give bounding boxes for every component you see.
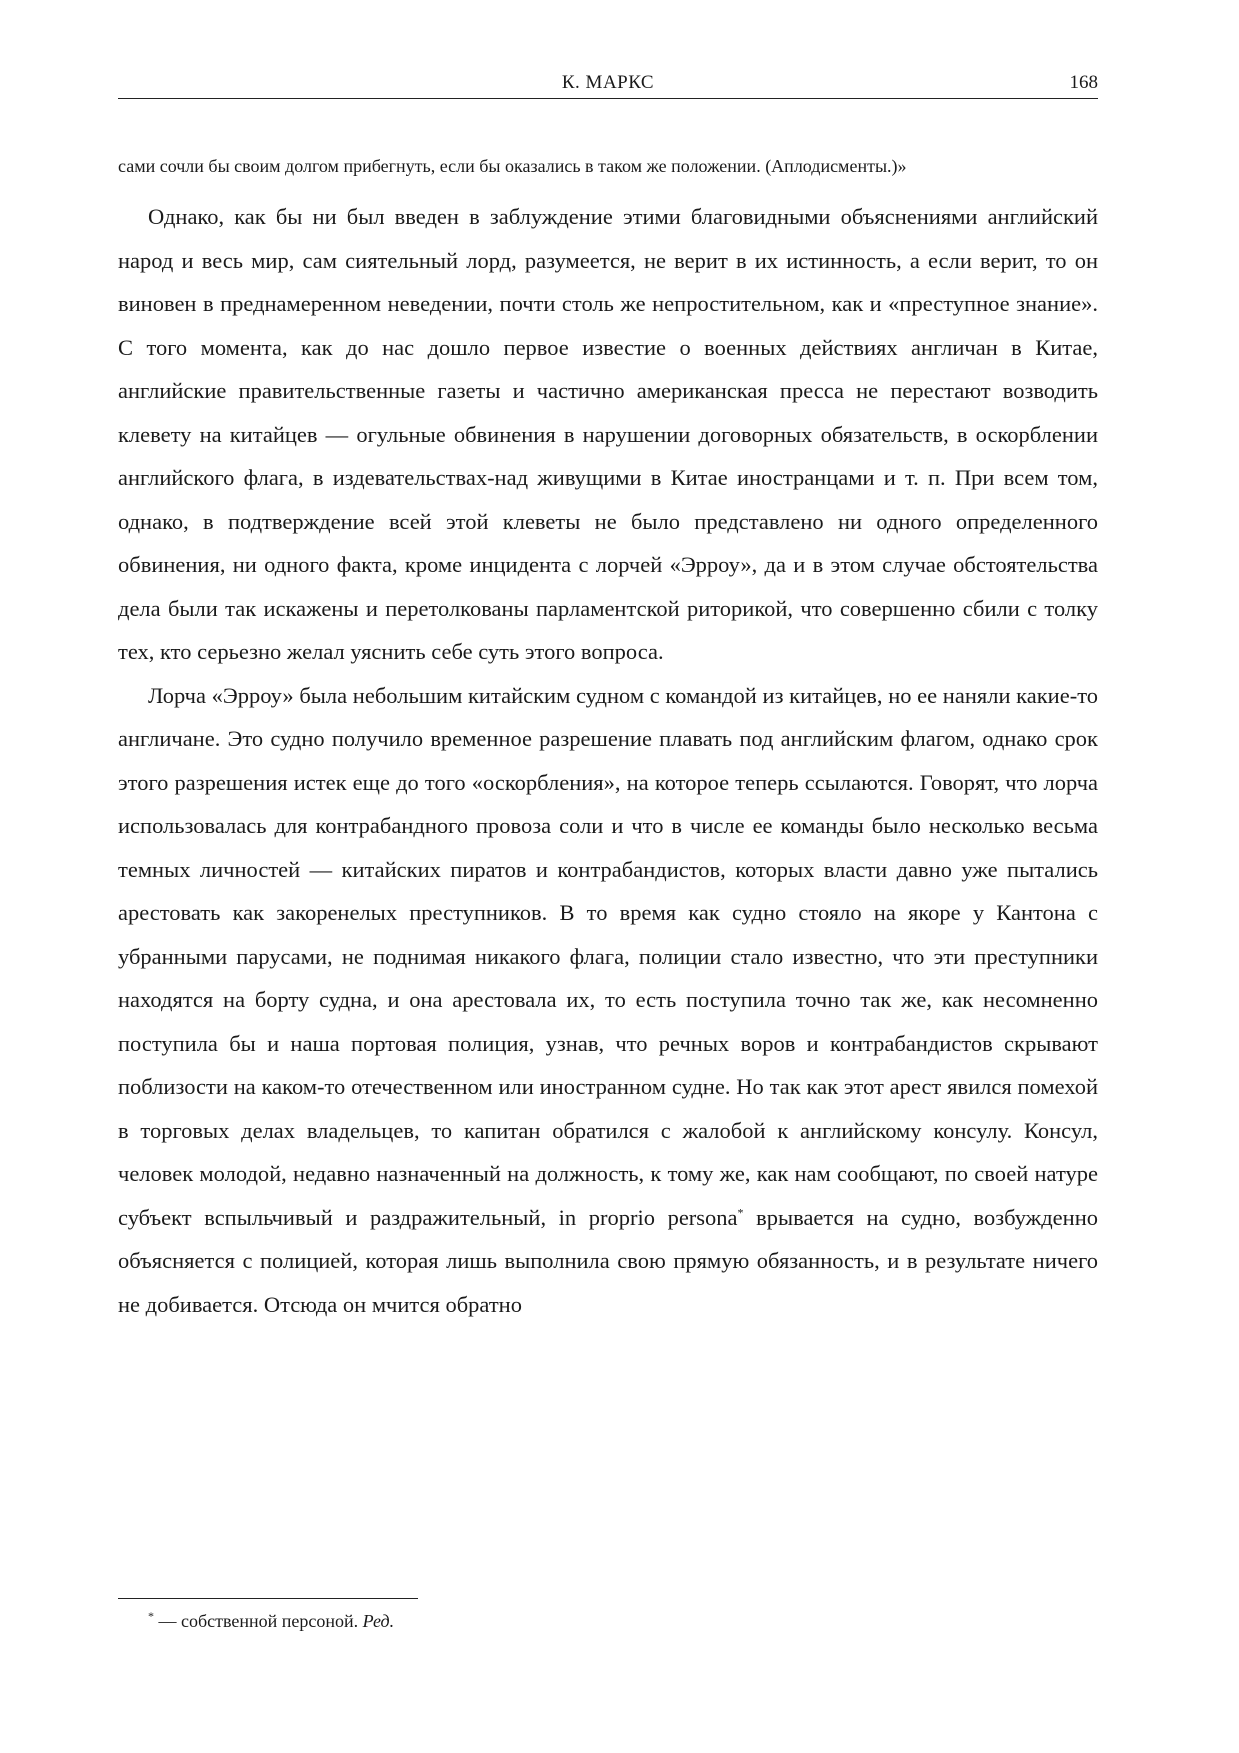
- running-header: [118, 72, 1098, 99]
- footnote-editor: Ред.: [362, 1611, 395, 1631]
- footnote-reference[interactable]: *: [737, 1205, 744, 1219]
- paragraph-2-part-2: врывается на судно, возбужденно объясняется с полицией, которая лишь выполнила свою прямую обязанность, и в результате ничего не добивается. Отсюда он мчится обратно: [118, 1204, 1098, 1317]
- page-number: 168: [1069, 72, 1098, 93]
- footnote: [148, 1608, 394, 1634]
- paragraph-2: [118, 674, 1098, 1327]
- intro-quote-line: сами сочли бы своим долгом прибегнуть, если бы оказались в таком же положении. (Аплодисменты.)»: [118, 156, 907, 176]
- paragraph-2-part-1: Лорча «Эрроу» была небольшим китайским судном с командой из китайцев, но ее наняли какие-то англичане. Это судно получило временное разрешение плавать под английским флагом, однако срок этого разрешения истек еще до того «оскорбления», на которое теперь ссылаются. Говорят, что лорча использовалась для контрабандного провоза соли и что в числе ее команды было несколько весьма темных личностей — китайских пиратов и контрабандистов, которых власти давно уже пытались арестовать как закоренелых преступников. В то время как судно стояло на якоре у Кантона с убранными парусами, не поднимая никакого флага, полиции стало известно, что эти преступники находятся на борту судна, и она арестовала их, то есть поступила точно так же, как несомненно поступила бы и наша портовая полиция, узнав, что речных воров и контрабандистов скрывают поблизости на каком-то отечественном или иностранном судне. Но так как этот арест явился помехой в торговых делах владельцев, то капитан обратился с жалобой к английскому консулу. Консул, человек молодой, недавно назначенный на должность, к тому же, как нам сообщают, по своей натуре субъект вспыльчивый и раздражительный, in proprio persona: [118, 682, 1098, 1230]
- main-text: [118, 195, 1098, 1326]
- footnote-marker: *: [148, 1609, 154, 1623]
- footnote-text: — собственной персоной.: [154, 1611, 363, 1631]
- footnote-separator: [118, 1598, 418, 1599]
- header-author: К. МАРКС: [561, 72, 655, 93]
- paragraph-1: Однако, как бы ни был введен в заблуждение этими благовидными объяснениями английский народ и весь мир, сам сиятельный лорд, разумеется, не верит в их истинность, а если верит, то он виновен в преднамеренном неведении, почти столь же непростительном, как и «преступное знание». С того момента, как до нас дошло первое известие о военных действиях англичан в Китае, английские правительственные газеты и частично американская пресса не перестают возводить клевету на китайцев — огульные обвинения в нарушении договорных обязательств, в оскорблении английского флага, в издевательствах-над живущими в Китае иностранцами и т. п. При всем том, однако, в подтверждение всей этой клеветы не было представлено ни одного определенного обвинения, ни одного факта, кроме инцидента с лорчей «Эрроу», да и в этом случае обстоятельства дела были так искажены и перетолкованы парламентской риторикой, что совершенно сбили с толку тех, кто серьезно желал уяснить себе суть этого вопроса.: [118, 204, 1098, 664]
